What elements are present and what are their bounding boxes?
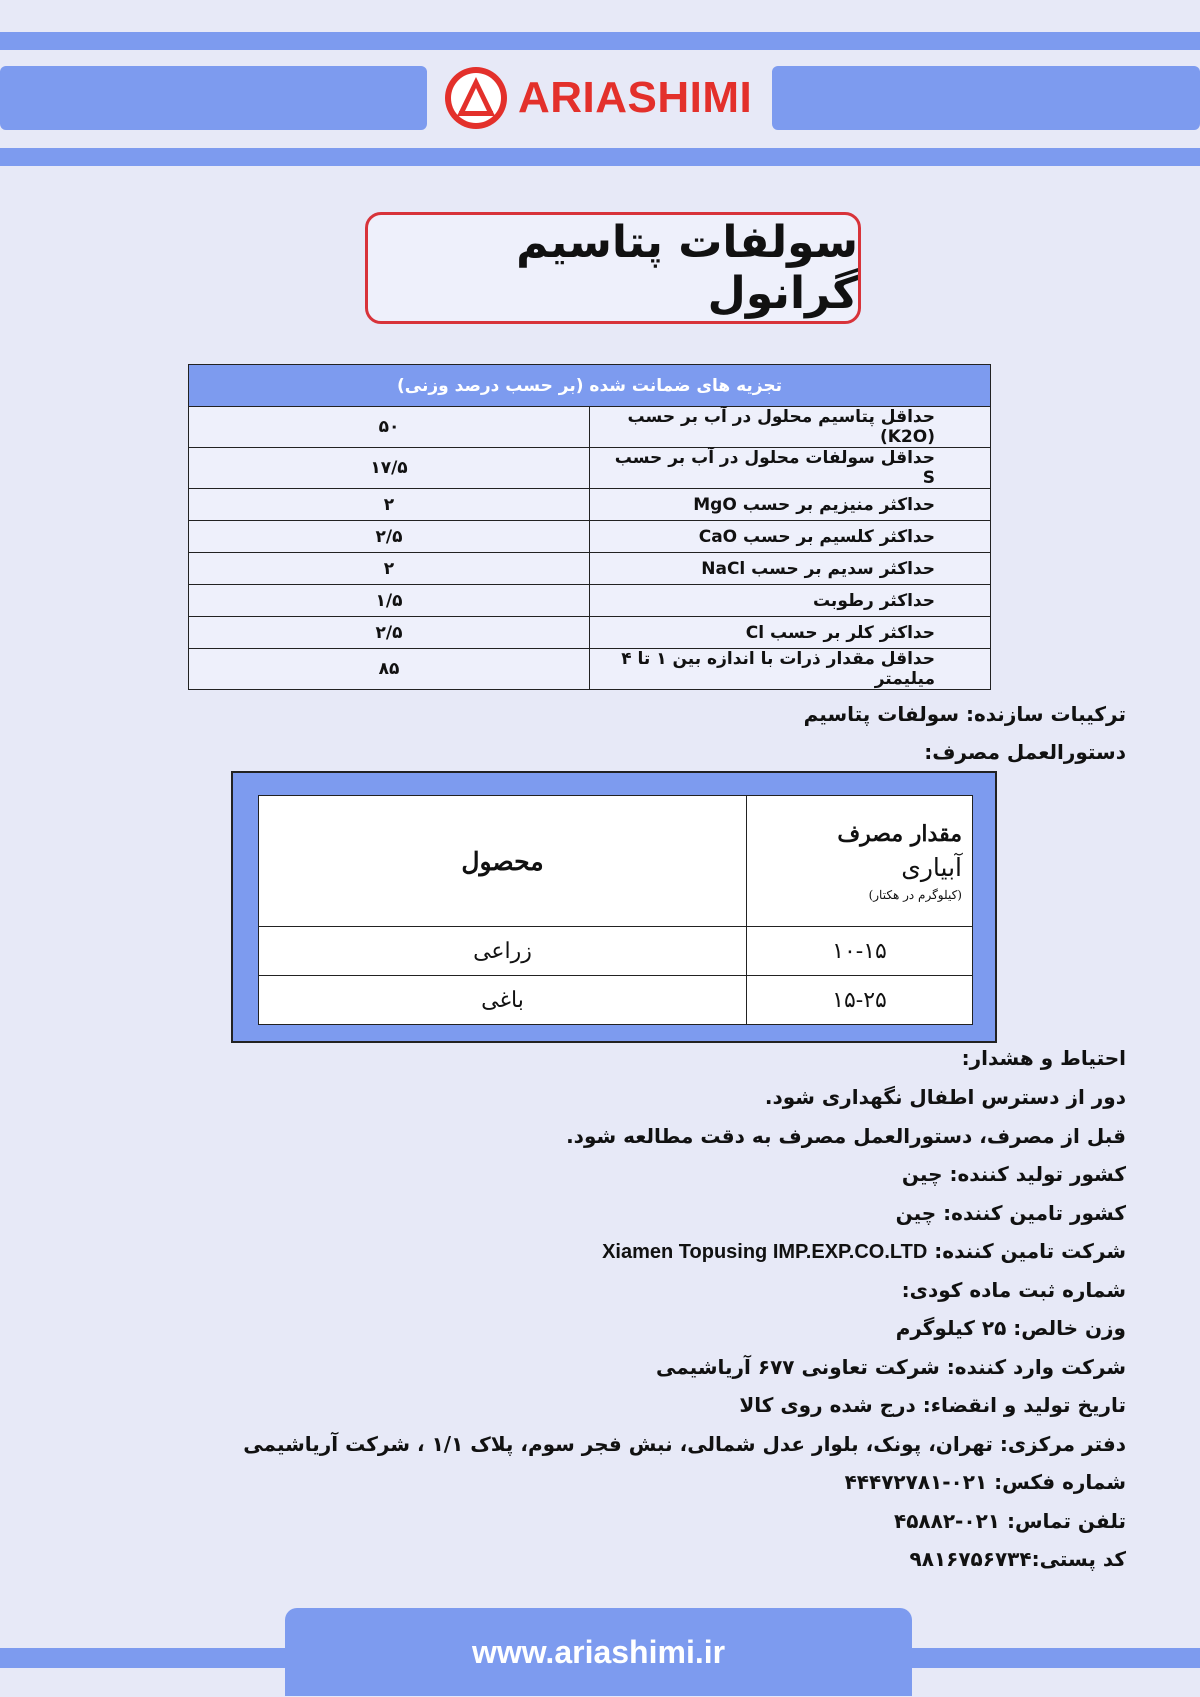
office-address: دفتر مرکزی: تهران، پونک، بلوار عدل شمالی، نبش فجر سوم، پلاک ۱/۱ ، شرکت آریاشیمی <box>243 1432 1126 1456</box>
header-bar-left <box>0 66 427 130</box>
postal-code: کد پستی:۹۸۱۶۷۵۶۷۳۴ <box>909 1547 1126 1571</box>
supplier-company-label: شرکت تامین کننده: <box>934 1239 1126 1263</box>
product-column-header: محصول <box>259 796 747 927</box>
crop-cell: باغی <box>259 976 747 1025</box>
table-row <box>189 617 991 649</box>
supplier-country: کشور تامین کننده: چین <box>895 1201 1126 1225</box>
crop-cell: زراعی <box>259 927 747 976</box>
analysis-label: حداقل سولفات محلول در آب بر حسب S <box>590 448 991 489</box>
brand-logo <box>442 60 760 136</box>
product-title-box <box>365 212 861 324</box>
analysis-label: حداکثر کلسیم بر حسب CaO <box>590 521 991 553</box>
production-expiry-dates: تاریخ تولید و انقضاء: درج شده روی کالا <box>739 1393 1126 1417</box>
table-row <box>189 649 991 690</box>
producer-country: کشور تولید کننده: چین <box>901 1162 1126 1186</box>
table-row <box>189 553 991 585</box>
brand-name: ARIASHIMI <box>518 73 753 122</box>
footer-bar <box>285 1608 912 1696</box>
rate-cell: ۱۵-۲۵ <box>747 976 973 1025</box>
unit-header: (کیلوگرم در هکتار) <box>868 887 962 902</box>
analysis-label: حداکثر منیزیم بر حسب MgO <box>590 489 991 521</box>
phone-number: تلفن تماس: ۰۲۱-۴۵۸۸۲ <box>894 1509 1126 1533</box>
ariashimi-logo-icon <box>442 64 510 132</box>
usage-instructions-frame <box>231 771 997 1043</box>
fax-number: شماره فکس: ۰۲۱-۴۴۴۷۲۷۸۱ <box>844 1470 1126 1494</box>
header-stripe-bottom <box>0 148 1200 166</box>
table-row <box>259 927 973 976</box>
usage-table <box>258 795 973 1025</box>
registration-number: شماره ثبت ماده کودی: <box>901 1278 1126 1302</box>
analysis-value: ۱/۵ <box>189 585 590 617</box>
analysis-label: حداکثر کلر بر حسب Cl <box>590 617 991 649</box>
supplier-company <box>602 1239 1126 1264</box>
rate-cell: ۱۰-۱۵ <box>747 927 973 976</box>
guaranteed-analysis-table <box>188 364 991 690</box>
analysis-value: ۸۵ <box>189 649 590 690</box>
analysis-label: حداقل پتاسیم محلول در آب بر حسب (K2O) <box>590 407 991 448</box>
analysis-label: حداقل مقدار ذرات با اندازه بین ۱ تا ۴ میلیمتر <box>590 649 991 690</box>
product-title: سولفات پتاسیم گرانول <box>516 217 858 319</box>
analysis-value: ۱۷/۵ <box>189 448 590 489</box>
table-row <box>189 521 991 553</box>
analysis-label: حداکثر رطوبت <box>590 585 991 617</box>
analysis-value: ۲/۵ <box>189 521 590 553</box>
usage-heading: دستورالعمل مصرف: <box>924 740 1126 764</box>
caution-line: دور از دسترس اطفال نگهداری شود. <box>764 1085 1126 1109</box>
analysis-label: حداکثر سدیم بر حسب NaCl <box>590 553 991 585</box>
analysis-value: ۲ <box>189 489 590 521</box>
table-row <box>189 585 991 617</box>
caution-line: قبل از مصرف، دستورالعمل مصرف به دقت مطالعه شود. <box>566 1124 1126 1148</box>
analysis-value: ۲ <box>189 553 590 585</box>
website-url[interactable]: www.ariashimi.ir <box>471 1633 726 1670</box>
net-weight: وزن خالص: ۲۵ کیلوگرم <box>895 1316 1126 1340</box>
rate-header: مقدار مصرف <box>837 820 962 847</box>
supplier-company-name: Xiamen Topusing IMP.EXP.CO.LTD <box>602 1241 928 1263</box>
table-row <box>189 448 991 489</box>
table-header-row <box>259 796 973 927</box>
rate-column-header <box>747 796 973 927</box>
analysis-value: ۲/۵ <box>189 617 590 649</box>
analysis-value: ۵۰ <box>189 407 590 448</box>
caution-heading: احتیاط و هشدار: <box>961 1046 1126 1070</box>
header-stripe-top <box>0 32 1200 50</box>
importer-company: شرکت وارد کننده: شرکت تعاونی ۶۷۷ آریاشیمی <box>656 1355 1126 1379</box>
composition-line: ترکیبات سازنده: سولفات پتاسیم <box>803 702 1126 726</box>
method-header: آبیاری <box>901 852 962 882</box>
analysis-header: تجزیه های ضمانت شده (بر حسب درصد وزنی) <box>189 365 991 407</box>
header-bar-right <box>772 66 1200 130</box>
table-row <box>259 976 973 1025</box>
table-row <box>189 407 991 448</box>
table-row <box>189 489 991 521</box>
